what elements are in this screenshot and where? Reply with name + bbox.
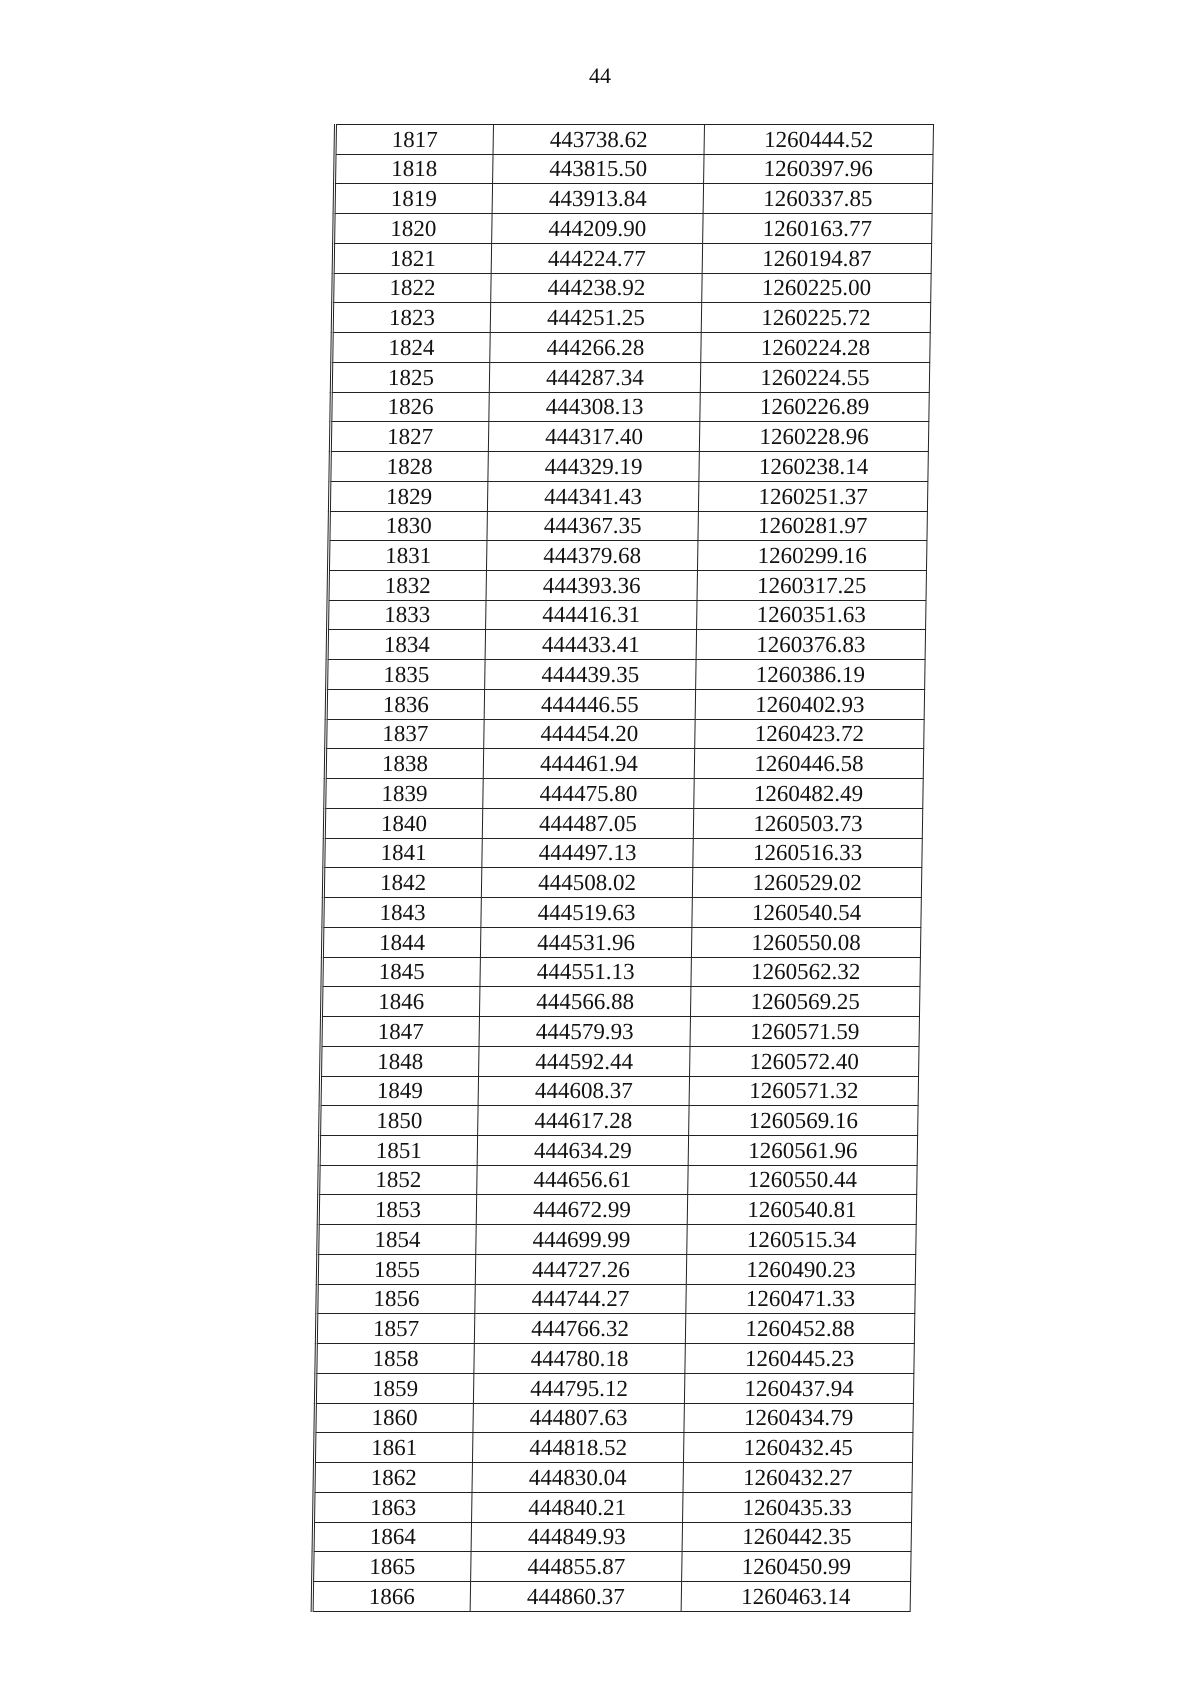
- point-number-cell: 1841: [324, 838, 482, 868]
- y-coordinate-cell: 1260435.33: [683, 1492, 912, 1522]
- x-coordinate-cell: 444224.77: [491, 243, 702, 273]
- point-number-cell: 1829: [329, 481, 487, 511]
- y-coordinate-cell: 1260437.94: [684, 1373, 913, 1403]
- y-coordinate-cell: 1260397.96: [704, 154, 933, 184]
- point-number-cell: 1817: [335, 125, 493, 155]
- point-number-cell: 1837: [326, 719, 484, 749]
- table-row: [315, 1403, 913, 1433]
- table-row: [329, 511, 927, 541]
- x-coordinate-cell: 444608.37: [478, 1076, 689, 1106]
- x-coordinate-cell: 444672.99: [476, 1195, 687, 1225]
- x-coordinate-cell: 444699.99: [476, 1225, 687, 1255]
- y-coordinate-cell: 1260194.87: [702, 243, 931, 273]
- x-coordinate-cell: 444780.18: [474, 1344, 685, 1374]
- table-row: [318, 1225, 916, 1255]
- table-row: [335, 154, 933, 184]
- x-coordinate-cell: 444519.63: [481, 898, 692, 928]
- x-coordinate-cell: 444287.34: [489, 362, 700, 392]
- point-number-cell: 1833: [328, 600, 486, 630]
- point-number-cell: 1848: [321, 1046, 479, 1076]
- table-row: [326, 719, 924, 749]
- table-row: [324, 808, 922, 838]
- x-coordinate-cell: 444341.43: [487, 481, 698, 511]
- x-coordinate-cell: 444840.21: [472, 1492, 683, 1522]
- point-number-cell: 1856: [317, 1284, 475, 1314]
- y-coordinate-cell: 1260571.59: [690, 1017, 919, 1047]
- x-coordinate-cell: 443913.84: [492, 184, 703, 214]
- y-coordinate-cell: 1260550.08: [691, 927, 920, 957]
- table-row: [313, 1522, 911, 1552]
- table-row: [331, 362, 929, 392]
- y-coordinate-cell: 1260351.63: [697, 600, 926, 630]
- x-coordinate-cell: 444795.12: [473, 1373, 684, 1403]
- table-row: [312, 1581, 910, 1611]
- y-coordinate-cell: 1260386.19: [696, 660, 925, 690]
- x-coordinate-cell: 444266.28: [490, 333, 701, 363]
- point-number-cell: 1843: [323, 898, 481, 928]
- y-coordinate-cell: 1260571.32: [689, 1076, 918, 1106]
- table-row: [327, 660, 925, 690]
- point-number-cell: 1835: [327, 660, 485, 690]
- point-number-cell: 1822: [333, 273, 491, 303]
- y-coordinate-cell: 1260423.72: [695, 719, 924, 749]
- point-number-cell: 1830: [329, 511, 487, 541]
- point-number-cell: 1845: [322, 957, 480, 987]
- table-row: [328, 600, 926, 630]
- y-coordinate-cell: 1260503.73: [693, 808, 922, 838]
- y-coordinate-cell: 1260299.16: [697, 541, 926, 571]
- y-coordinate-cell: 1260515.34: [687, 1225, 916, 1255]
- table-row: [326, 689, 924, 719]
- y-coordinate-cell: 1260569.25: [690, 987, 919, 1017]
- x-coordinate-cell: 444855.87: [471, 1552, 682, 1582]
- x-coordinate-cell: 444317.40: [488, 422, 699, 452]
- point-number-cell: 1842: [323, 868, 481, 898]
- point-number-cell: 1846: [321, 987, 479, 1017]
- y-coordinate-cell: 1260550.44: [688, 1165, 917, 1195]
- x-coordinate-cell: 444379.68: [486, 541, 697, 571]
- coordinates-table: [311, 124, 934, 1612]
- table-row: [330, 422, 928, 452]
- point-number-cell: 1852: [319, 1165, 477, 1195]
- y-coordinate-cell: 1260482.49: [694, 779, 923, 809]
- x-coordinate-cell: 444531.96: [480, 927, 691, 957]
- x-coordinate-cell: 444461.94: [483, 749, 694, 779]
- point-number-cell: 1853: [318, 1195, 476, 1225]
- table-row: [319, 1135, 917, 1165]
- y-coordinate-cell: 1260452.88: [685, 1314, 914, 1344]
- y-coordinate-cell: 1260238.14: [699, 452, 928, 482]
- table-row: [334, 214, 932, 244]
- y-coordinate-cell: 1260445.23: [685, 1344, 914, 1374]
- point-number-cell: 1819: [334, 184, 492, 214]
- point-number-cell: 1847: [321, 1017, 479, 1047]
- table-row: [314, 1492, 912, 1522]
- point-number-cell: 1825: [331, 362, 489, 392]
- point-number-cell: 1864: [313, 1522, 471, 1552]
- point-number-cell: 1818: [335, 154, 493, 184]
- point-number-cell: 1850: [320, 1106, 478, 1136]
- table-row: [332, 333, 930, 363]
- x-coordinate-cell: 444439.35: [485, 660, 696, 690]
- point-number-cell: 1831: [328, 541, 486, 571]
- point-number-cell: 1826: [331, 392, 489, 422]
- y-coordinate-cell: 1260471.33: [686, 1284, 915, 1314]
- table-row: [318, 1195, 916, 1225]
- x-coordinate-cell: 444251.25: [490, 303, 701, 333]
- y-coordinate-cell: 1260562.32: [691, 957, 920, 987]
- x-coordinate-cell: 444830.04: [472, 1463, 683, 1493]
- point-number-cell: 1836: [326, 689, 484, 719]
- x-coordinate-cell: 444551.13: [480, 957, 691, 987]
- point-number-cell: 1832: [328, 571, 486, 601]
- point-number-cell: 1844: [322, 927, 480, 957]
- point-number-cell: 1821: [333, 243, 491, 273]
- x-coordinate-cell: 444566.88: [479, 987, 690, 1017]
- table-row: [324, 838, 922, 868]
- table-row: [317, 1284, 915, 1314]
- y-coordinate-cell: 1260251.37: [698, 481, 927, 511]
- y-coordinate-cell: 1260163.77: [703, 214, 932, 244]
- x-coordinate-cell: 444433.41: [485, 630, 696, 660]
- y-coordinate-cell: 1260490.23: [686, 1254, 915, 1284]
- y-coordinate-cell: 1260572.40: [690, 1046, 919, 1076]
- x-coordinate-cell: 444849.93: [471, 1522, 682, 1552]
- table-row: [313, 1552, 911, 1582]
- point-number-cell: 1834: [327, 630, 485, 660]
- y-coordinate-cell: 1260516.33: [693, 838, 922, 868]
- table-row: [335, 125, 933, 155]
- y-coordinate-cell: 1260376.83: [696, 630, 925, 660]
- table-row: [323, 898, 921, 928]
- x-coordinate-cell: 444807.63: [473, 1403, 684, 1433]
- point-number-cell: 1863: [314, 1492, 472, 1522]
- y-coordinate-cell: 1260569.16: [689, 1106, 918, 1136]
- x-coordinate-cell: 444508.02: [481, 868, 692, 898]
- point-number-cell: 1862: [314, 1463, 472, 1493]
- x-coordinate-cell: 444446.55: [484, 689, 695, 719]
- table-row: [329, 481, 927, 511]
- point-number-cell: 1857: [316, 1314, 474, 1344]
- y-coordinate-cell: 1260317.25: [697, 571, 926, 601]
- table-row: [321, 987, 919, 1017]
- point-number-cell: 1851: [319, 1135, 477, 1165]
- y-coordinate-cell: 1260432.45: [683, 1433, 912, 1463]
- table-row: [333, 243, 931, 273]
- y-coordinate-cell: 1260450.99: [682, 1552, 911, 1582]
- point-number-cell: 1838: [325, 749, 483, 779]
- point-number-cell: 1860: [315, 1403, 473, 1433]
- point-number-cell: 1855: [317, 1254, 475, 1284]
- table-row: [331, 392, 929, 422]
- x-coordinate-cell: 444744.27: [475, 1284, 686, 1314]
- table-row: [314, 1433, 912, 1463]
- x-coordinate-cell: 444497.13: [482, 838, 693, 868]
- point-number-cell: 1859: [315, 1373, 473, 1403]
- y-coordinate-cell: 1260540.81: [687, 1195, 916, 1225]
- table-row: [315, 1373, 913, 1403]
- point-number-cell: 1861: [314, 1433, 472, 1463]
- table-row: [314, 1463, 912, 1493]
- table-row: [334, 184, 932, 214]
- table-row: [328, 571, 926, 601]
- y-coordinate-cell: 1260432.27: [683, 1463, 912, 1493]
- table-row: [322, 957, 920, 987]
- table-row: [320, 1106, 918, 1136]
- x-coordinate-cell: 444308.13: [489, 392, 700, 422]
- x-coordinate-cell: 444727.26: [475, 1254, 686, 1284]
- y-coordinate-cell: 1260225.72: [701, 303, 930, 333]
- y-coordinate-cell: 1260402.93: [695, 689, 924, 719]
- x-coordinate-cell: 444818.52: [472, 1433, 683, 1463]
- x-coordinate-cell: 444209.90: [492, 214, 703, 244]
- point-number-cell: 1820: [334, 214, 492, 244]
- table-row: [316, 1314, 914, 1344]
- table-row: [328, 541, 926, 571]
- y-coordinate-cell: 1260463.14: [681, 1581, 910, 1611]
- table-row: [325, 749, 923, 779]
- y-coordinate-cell: 1260529.02: [692, 868, 921, 898]
- point-number-cell: 1824: [332, 333, 490, 363]
- table-row: [319, 1165, 917, 1195]
- x-coordinate-cell: 444592.44: [479, 1046, 690, 1076]
- y-coordinate-cell: 1260540.54: [692, 898, 921, 928]
- point-number-cell: 1849: [320, 1076, 478, 1106]
- coordinates-table-body: [312, 125, 933, 1612]
- point-number-cell: 1858: [316, 1344, 474, 1374]
- x-coordinate-cell: 444860.37: [470, 1581, 681, 1611]
- y-coordinate-cell: 1260561.96: [688, 1135, 917, 1165]
- x-coordinate-cell: 444634.29: [477, 1135, 688, 1165]
- x-coordinate-cell: 444416.31: [486, 600, 697, 630]
- x-coordinate-cell: 444579.93: [479, 1017, 690, 1047]
- table-row: [321, 1017, 919, 1047]
- x-coordinate-cell: 444487.05: [482, 808, 693, 838]
- table-row: [330, 452, 928, 482]
- table-row: [327, 630, 925, 660]
- x-coordinate-cell: 443738.62: [493, 125, 704, 155]
- table-row: [321, 1046, 919, 1076]
- y-coordinate-cell: 1260226.89: [700, 392, 929, 422]
- point-number-cell: 1828: [330, 452, 488, 482]
- table-row: [323, 868, 921, 898]
- y-coordinate-cell: 1260228.96: [699, 422, 928, 452]
- point-number-cell: 1865: [313, 1552, 471, 1582]
- point-number-cell: 1840: [324, 808, 482, 838]
- point-number-cell: 1866: [312, 1581, 470, 1611]
- table-row: [316, 1344, 914, 1374]
- point-number-cell: 1839: [325, 779, 483, 809]
- point-number-cell: 1827: [330, 422, 488, 452]
- y-coordinate-cell: 1260225.00: [702, 273, 931, 303]
- y-coordinate-cell: 1260434.79: [684, 1403, 913, 1433]
- y-coordinate-cell: 1260337.85: [703, 184, 932, 214]
- page-number: 44: [589, 63, 611, 88]
- y-coordinate-cell: 1260446.58: [694, 749, 923, 779]
- point-number-cell: 1823: [332, 303, 490, 333]
- table-row: [332, 303, 930, 333]
- y-coordinate-cell: 1260444.52: [704, 125, 933, 155]
- table-row: [322, 927, 920, 957]
- x-coordinate-cell: 444766.32: [474, 1314, 685, 1344]
- y-coordinate-cell: 1260224.55: [700, 362, 929, 392]
- x-coordinate-cell: 444656.61: [477, 1165, 688, 1195]
- y-coordinate-cell: 1260281.97: [698, 511, 927, 541]
- x-coordinate-cell: 444393.36: [486, 571, 697, 601]
- x-coordinate-cell: 444475.80: [483, 779, 694, 809]
- y-coordinate-cell: 1260442.35: [682, 1522, 911, 1552]
- x-coordinate-cell: 443815.50: [493, 154, 704, 184]
- x-coordinate-cell: 444329.19: [488, 452, 699, 482]
- table-row: [333, 273, 931, 303]
- table-row: [317, 1254, 915, 1284]
- y-coordinate-cell: 1260224.28: [701, 333, 930, 363]
- x-coordinate-cell: 444367.35: [487, 511, 698, 541]
- x-coordinate-cell: 444617.28: [478, 1106, 689, 1136]
- x-coordinate-cell: 444238.92: [491, 273, 702, 303]
- table-row: [320, 1076, 918, 1106]
- x-coordinate-cell: 444454.20: [484, 719, 695, 749]
- point-number-cell: 1854: [318, 1225, 476, 1255]
- table-row: [325, 779, 923, 809]
